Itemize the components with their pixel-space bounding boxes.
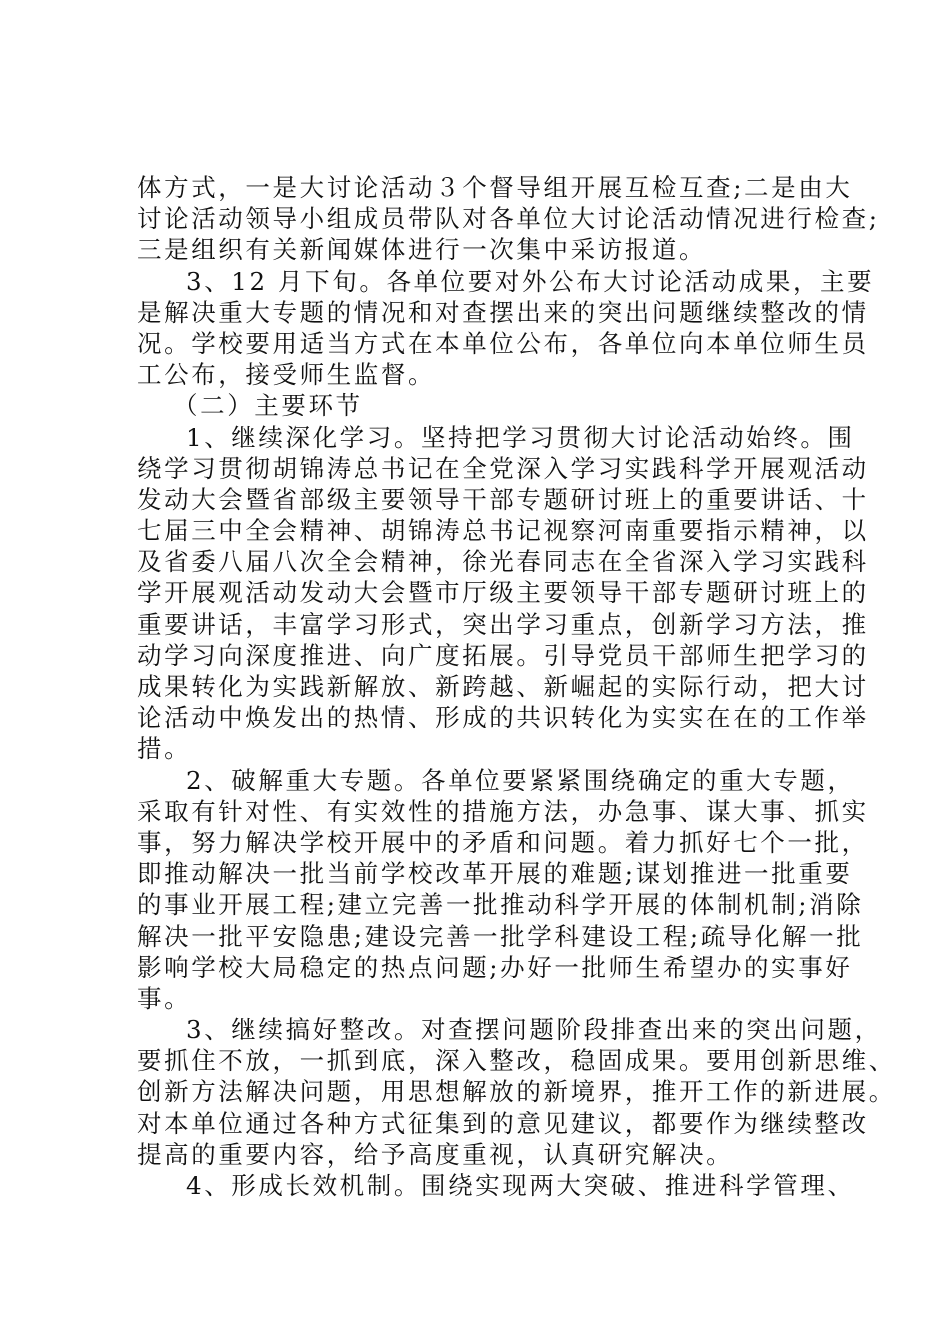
text-line: 即推动解决一批当前学校改革开展的难题;谋划推进一批重要 — [137, 859, 853, 889]
text-line: 4、形成长效机制。围绕实现两大突破、推进科学管理、 — [186, 1171, 855, 1200]
text-line: 的事业开展工程;建立完善一批推动科学开展的体制机制;消除 — [137, 890, 864, 920]
text-line: 措。 — [137, 734, 192, 764]
text-line: 是解决重大专题的情况和对查摆出来的突出问题继续整改的情 — [137, 297, 869, 327]
text-line: 讨论活动领导小组成员带队对各单位大讨论活动情况进行检查; — [137, 204, 880, 234]
section-heading: （二）主要环节 — [173, 391, 363, 421]
text-line: 动学习向深度推进、向广度拓展。引导党员干部师生把学习的 — [137, 640, 869, 670]
text-line: 1、继续深化学习。坚持把学习贯彻大讨论活动始终。围 — [186, 422, 855, 452]
text-line: 发动大会暨省部级主要领导干部专题研讨班上的重要讲话、十 — [137, 484, 869, 514]
text-line: 成果转化为实践新解放、新跨越、新崛起的实际行动，把大讨 — [137, 672, 869, 701]
text-line: 要抓住不放，一抓到底，深入整改，稳固成果。要用创新思维、 — [137, 1046, 896, 1076]
text-line: 解决一批平安隐患;建设完善一批学科建设工程;疏导化解一批 — [137, 921, 864, 951]
text-line: 对本单位通过各种方式征集到的意见建议，都要作为继续整改 — [137, 1108, 869, 1138]
text-line: 采取有针对性、有实效性的措施方法，办急事、谋大事、抓实 — [137, 796, 869, 826]
text-line: 及省委八届八次全会精神，徐光春同志在全省深入学习实践科 — [137, 547, 869, 577]
text-line: 提高的重要内容，给予高度重视，认真研究解决。 — [137, 1139, 734, 1169]
text-line: 论活动中焕发出的热情、形成的共识转化为实实在在的工作举 — [137, 703, 869, 733]
text-line: 影响学校大局稳定的热点问题;办好一批师生希望办的实事好 — [137, 952, 853, 982]
text-line: 2、破解重大专题。各单位要紧紧围绕确定的重大专题， — [186, 765, 855, 795]
text-line: 绕学习贯彻胡锦涛总书记在全党深入学习实践科学开展观活动 — [137, 453, 869, 483]
text-line: 三是组织有关新闻媒体进行一次集中采访报道。 — [137, 235, 707, 265]
text-line: 3、继续搞好整改。对查摆问题阶段排查出来的突出问题， — [186, 1015, 882, 1045]
text-line: 创新方法解决问题，用思想解放的新境界，推开工作的新进展。 — [137, 1077, 896, 1107]
text-line: 事，努力解决学校开展中的矛盾和问题。着力抓好七个一批， — [137, 827, 869, 857]
text-line: 学开展观活动发动大会暨市厅级主要领导干部专题研讨班上的 — [137, 578, 869, 608]
text-line: 重要讲话，丰富学习形式，突出学习重点，创新学习方法，推 — [137, 609, 869, 639]
text-line: 事。 — [137, 983, 192, 1013]
text-line: 况。学校要用适当方式在本单位公布，各单位向本单位师生员 — [137, 328, 869, 358]
text-line: 体方式，一是大讨论活动３个督导组开展互检互查;二是由大 — [137, 173, 853, 202]
text-line: 工公布，接受师生监督。 — [137, 360, 436, 390]
text-line: 3、12 月下旬。各单位要对外公布大讨论活动成果，主要 — [186, 266, 875, 296]
document-body — [137, 172, 896, 1201]
text-line: 七届三中全会精神、胡锦涛总书记视察河南重要指示精神，以 — [137, 516, 869, 546]
